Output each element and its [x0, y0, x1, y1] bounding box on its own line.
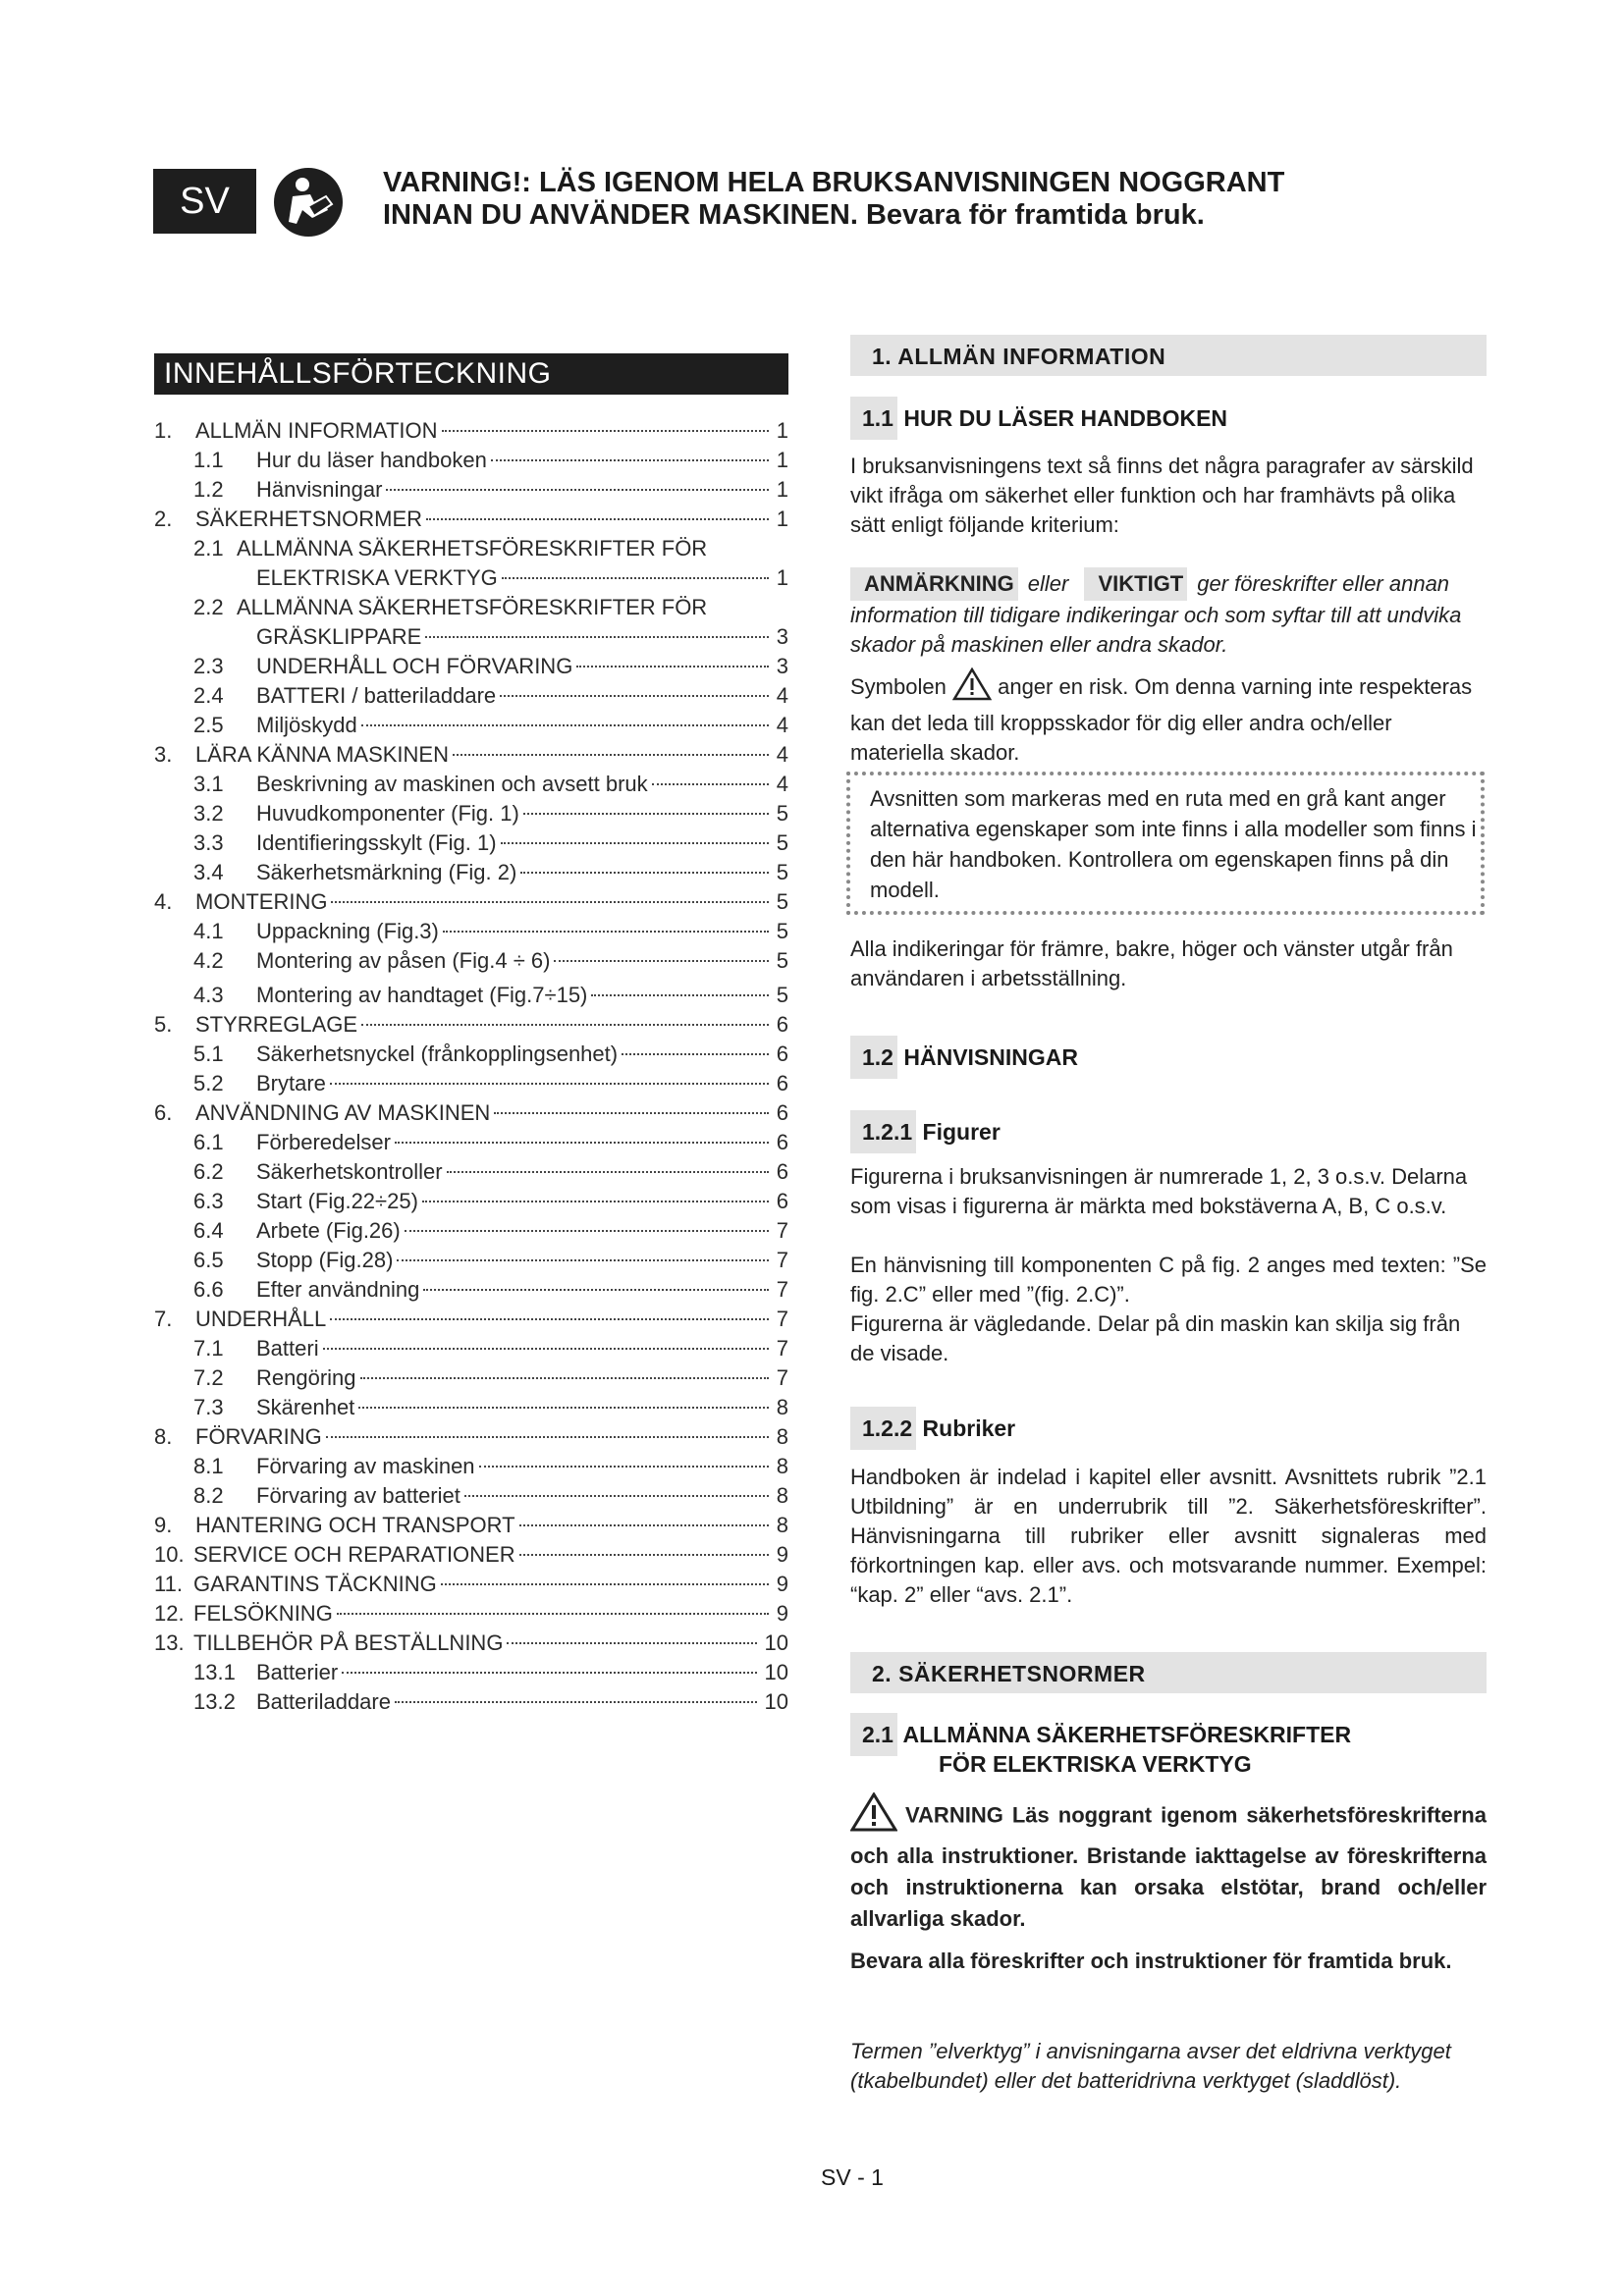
toc-leader-dots	[442, 430, 769, 432]
toc-leader-dots	[622, 1053, 769, 1055]
section-1-2-heading	[850, 1036, 1078, 1079]
toc-entry-page: 1	[776, 507, 788, 531]
toc-entry	[154, 1452, 788, 1481]
symbol-pre: Symbolen	[850, 673, 947, 699]
toc-list	[154, 416, 788, 1722]
toc-entry	[154, 740, 788, 770]
toc-entry-number: 13.2	[193, 1689, 236, 1714]
toc-entry-page: 6	[776, 1189, 788, 1213]
warning-title	[383, 167, 1365, 232]
toc-entry-number: 8.	[154, 1424, 173, 1449]
note-rest: ger föreskrifter eller annan information till tidigare indikeringar och som syftar till att undvika skador på maskinen eller andra skador.	[850, 571, 1462, 657]
toc-entry	[154, 1040, 788, 1069]
toc-entry-title: Arbete (Fig.26)	[256, 1218, 401, 1243]
toc-leader-dots	[591, 994, 769, 996]
toc-entry-page: 8	[776, 1483, 788, 1508]
toc-entry-page: 6	[776, 1041, 788, 1066]
section-2-bar: 2. SÄKERHETSNORMER	[850, 1652, 1487, 1693]
toc-leader-dots	[576, 666, 769, 667]
toc-entry	[154, 1599, 788, 1629]
toc-leader-dots	[479, 1466, 769, 1468]
toc-entry	[154, 1069, 788, 1098]
toc-entry-title: HANTERING OCH TRANSPORT	[195, 1513, 515, 1537]
toc-entry	[154, 1511, 788, 1540]
section-2-1-heading	[850, 1713, 1351, 1778]
toc-entry-title: Hänvisningar	[256, 477, 383, 502]
toc-entry	[154, 799, 788, 828]
toc-leader-dots	[405, 1230, 769, 1232]
toc-entry-number: 3.	[154, 742, 173, 767]
toc-entry-page: 6	[776, 1130, 788, 1154]
section-1-2-1-number: 1.2.1	[850, 1110, 916, 1153]
warning-triangle-icon	[952, 667, 992, 709]
toc-entry-page: 6	[776, 1012, 788, 1037]
toc-entry-page: 4	[776, 683, 788, 708]
section-1-2-title: HÄNVISNINGAR	[896, 1044, 1078, 1070]
toc-leader-dots	[519, 1524, 769, 1526]
toc-entry	[154, 1157, 788, 1187]
note-tag: ANMÄRKNING	[850, 567, 1018, 601]
toc-leader-dots	[502, 577, 769, 579]
toc-entry	[154, 887, 788, 917]
safety-warning-paragraph	[850, 1792, 1487, 1935]
section-1-bar: 1. ALLMÄN INFORMATION	[850, 335, 1487, 376]
toc-entry-number: 6.2	[193, 1159, 224, 1184]
toc-entry-number: 7.	[154, 1307, 173, 1331]
toc-entry-number: 6.5	[193, 1248, 224, 1272]
toc-entry-page: 5	[776, 919, 788, 943]
toc-entry-title: GARANTINS TÄCKNING	[193, 1572, 437, 1596]
important-tag: VIKTIGT	[1084, 567, 1187, 601]
toc-entry	[154, 1481, 788, 1511]
section-1-2-1-title: Figurer	[916, 1119, 1001, 1145]
toc-entry	[154, 917, 788, 946]
toc-entry-title: Batteriladdare	[256, 1689, 391, 1714]
toc-leader-dots	[500, 695, 769, 697]
toc-entry-title: FÖRVARING	[195, 1424, 322, 1449]
toc-entry-page: 5	[776, 889, 788, 914]
section-1-1-number: 1.1	[850, 397, 897, 440]
toc-entry	[154, 1010, 788, 1040]
toc-entry-title: LÄRA KÄNNA MASKINEN	[195, 742, 449, 767]
language-badge: SV	[153, 169, 256, 234]
toc-entry-title: Rengöring	[256, 1365, 356, 1390]
toc-leader-dots	[519, 1554, 769, 1556]
toc-entry	[154, 652, 788, 681]
toc-entry	[154, 1305, 788, 1334]
toc-entry-title: ALLMÄNNA SÄKERHETSFÖRESKRIFTER FÖR	[237, 536, 708, 561]
toc-entry-title: UNDERHÅLL	[195, 1307, 327, 1331]
toc-leader-dots	[361, 1024, 769, 1026]
toc-entry-number: 2.2	[193, 595, 224, 619]
toc-entry	[154, 563, 788, 593]
toc-entry	[154, 1246, 788, 1275]
toc-leader-dots	[494, 1112, 769, 1114]
toc-leader-dots	[323, 1348, 769, 1350]
section-1-2-2-title: Rubriker	[916, 1415, 1016, 1441]
toc-entry	[154, 711, 788, 740]
toc-entry-title: MONTERING	[195, 889, 328, 914]
toc-leader-dots	[507, 1642, 757, 1644]
toc-leader-dots	[337, 1613, 769, 1615]
toc-entry-page: 1	[776, 448, 788, 472]
toc-entry	[154, 1363, 788, 1393]
toc-entry-number: 2.4	[193, 683, 224, 708]
toc-entry-page: 6	[776, 1071, 788, 1095]
section-1-2-number: 1.2	[850, 1036, 897, 1079]
toc-entry	[154, 534, 788, 563]
toc-leader-dots	[395, 1701, 757, 1703]
section-1-2-1-heading	[850, 1110, 1001, 1153]
toc-entry-number: 8.2	[193, 1483, 224, 1508]
toc-leader-dots	[397, 1259, 769, 1261]
symbol-post: anger en risk. Om denna varning inte respekteras kan det leda till kroppsskador för dig eller andra och/eller materiella skador.	[850, 673, 1473, 765]
toc-heading	[154, 353, 788, 395]
toc-entry-title: BATTERI / batteriladdare	[256, 683, 497, 708]
toc-entry-page: 7	[776, 1307, 788, 1331]
toc-entry	[154, 1393, 788, 1422]
toc-entry	[154, 416, 788, 446]
toc-entry	[154, 1540, 788, 1570]
section-1-1-title: HUR DU LÄSER HANDBOKEN	[896, 405, 1228, 431]
toc-entry-page: 9	[776, 1542, 788, 1567]
toc-entry-number: 7.1	[193, 1336, 224, 1361]
section-1-2-2-number: 1.2.2	[850, 1407, 916, 1450]
toc-entry-title: GRÄSKLIPPARE	[256, 624, 422, 649]
toc-entry-title: Förvaring av batteriet	[256, 1483, 460, 1508]
toc-entry	[154, 446, 788, 475]
toc-entry-page: 10	[764, 1630, 788, 1655]
toc-entry-page: 4	[776, 713, 788, 737]
toc-entry-page: 4	[776, 742, 788, 767]
toc-entry-title: Brytare	[256, 1071, 326, 1095]
headings-paragraph: Handboken är indelad i kapitel eller avsnitt. Avsnittets rubrik ”2.1 Utbildning” är en underrubrik till ”2. Säkerhetsföreskrifter”. Hänvisningarna till rubriker eller avsnitt signaleras med förkortningen kap. eller avs. och motsvarande nummer. Exempel: “kap. 2” eller “avs. 2.1”.	[850, 1465, 1487, 1607]
section-1-1-heading	[850, 397, 1227, 440]
section-1-2-2-heading	[850, 1407, 1015, 1450]
tag-or: eller	[1027, 571, 1069, 596]
notice-box: Avsnitten som markeras med en ruta med en grå kant anger alternativa egenskaper som inte finns i alla modeller som finns i den här handboken. Kontrollera om egenskapen finns på din modell.	[846, 772, 1485, 915]
toc-entry-page: 10	[764, 1660, 788, 1684]
warning-line-2: INNAN DU ANVÄNDER MASKINEN. Bevara för framtida bruk.	[383, 199, 1205, 231]
toc-entry-page: 1	[776, 565, 788, 590]
toc-entry	[154, 1629, 788, 1658]
toc-entry-page: 9	[776, 1572, 788, 1596]
figures-paragraph-2: En hänvisning till komponenten C på fig. 2 anges med texten: ”Se fig. 2.C” eller med ”(fig. 2.C)”.	[850, 1253, 1487, 1307]
toc-entry-number: 10.	[154, 1542, 185, 1567]
toc-leader-dots	[523, 813, 769, 815]
toc-leader-dots	[326, 1436, 769, 1438]
toc-entry-number: 6.4	[193, 1218, 224, 1243]
toc-entry-title: Säkerhetsmärkning (Fig. 2)	[256, 860, 517, 884]
toc-entry	[154, 1570, 788, 1599]
toc-leader-dots	[554, 960, 769, 962]
toc-leader-dots	[425, 636, 769, 638]
toc-entry	[154, 1334, 788, 1363]
toc-entry-page: 7	[776, 1365, 788, 1390]
toc-entry-title: ALLMÄNNA SÄKERHETSFÖRESKRIFTER FÖR	[237, 595, 708, 619]
toc-entry-title: Uppackning (Fig.3)	[256, 919, 439, 943]
toc-entry-title: STYRREGLAGE	[195, 1012, 358, 1037]
keep-instructions-paragraph: Bevara alla föreskrifter och instruktioner för framtida bruk.	[850, 1949, 1452, 1973]
toc-entry-page: 5	[776, 983, 788, 1007]
toc-entry	[154, 1216, 788, 1246]
toc-entry-title: Efter användning	[256, 1277, 420, 1302]
toc-leader-dots	[361, 724, 769, 726]
figures-paragraph-1: Figurerna i bruksanvisningen är numrerade 1, 2, 3 o.s.v. Delarna som visas i figurerna är märkta med bokstäverna A, B, C o.s.v.	[850, 1164, 1468, 1218]
toc-entry	[154, 858, 788, 887]
toc-entry-number: 3.1	[193, 772, 224, 796]
toc-entry-page: 5	[776, 830, 788, 855]
toc-entry	[154, 1098, 788, 1128]
toc-entry-page: 1	[776, 477, 788, 502]
term-paragraph: Termen ”elverktyg” i anvisningarna avser det eldrivna verktyget (tkabelbundet) eller det batteridrivna verktyget (sladdlöst).	[850, 2039, 1451, 2093]
toc-entry-page: 8	[776, 1454, 788, 1478]
section-2-1-title-line-1: ALLMÄNNA SÄKERHETSFÖRESKRIFTER	[896, 1722, 1352, 1747]
toc-entry-page: 5	[776, 948, 788, 973]
toc-leader-dots	[453, 754, 769, 756]
toc-entry-title: Förvaring av maskinen	[256, 1454, 475, 1478]
toc-leader-dots	[330, 1318, 769, 1320]
toc-entry-number: 2.5	[193, 713, 224, 737]
toc-entry-title: SÄKERHETSNORMER	[195, 507, 423, 531]
toc-entry-title: ANVÄNDNING AV MASKINEN	[195, 1100, 491, 1125]
toc-leader-dots	[464, 1495, 769, 1497]
toc-entry-number: 12.	[154, 1601, 185, 1626]
toc-entry-page: 9	[776, 1601, 788, 1626]
toc-entry-number: 5.1	[193, 1041, 224, 1066]
read-manual-icon	[273, 167, 344, 238]
toc-entry-number: 3.2	[193, 801, 224, 826]
toc-entry-page: 7	[776, 1218, 788, 1243]
toc-entry-title: Förberedelser	[256, 1130, 391, 1154]
toc-leader-dots	[331, 901, 769, 903]
toc-entry-number: 7.2	[193, 1365, 224, 1390]
toc-entry-title: FELSÖKNING	[193, 1601, 333, 1626]
toc-entry	[154, 946, 788, 976]
toc-entry-number: 1.2	[193, 477, 224, 502]
toc-leader-dots	[491, 459, 769, 461]
toc-leader-dots	[358, 1407, 769, 1409]
toc-entry-number: 9.	[154, 1513, 173, 1537]
toc-entry-number: 2.1	[193, 536, 224, 561]
toc-entry	[154, 770, 788, 799]
symbol-paragraph	[850, 667, 1487, 768]
toc-entry-number: 2.3	[193, 654, 224, 678]
toc-entry	[154, 1658, 788, 1687]
toc-entry-number: 1.1	[193, 448, 224, 472]
toc-leader-dots	[426, 518, 769, 520]
toc-entry-number: 6.1	[193, 1130, 224, 1154]
toc-entry-number: 6.	[154, 1100, 173, 1125]
note-paragraph	[850, 567, 1487, 660]
toc-entry-title: Skärenhet	[256, 1395, 355, 1419]
toc-entry	[154, 505, 788, 534]
toc-entry-title: Start (Fig.22÷25)	[256, 1189, 418, 1213]
toc-leader-dots	[520, 872, 769, 874]
toc-entry	[154, 622, 788, 652]
safety-warning-text: VARNING Läs noggrant igenom säkerhetsföreskrifterna och alla instruktioner. Bristande iakttagelse av föreskrifterna och instruktionerna kan orsaka elstötar, brand och/eller allvarliga skador.	[850, 1802, 1487, 1931]
toc-entry-number: 6.3	[193, 1189, 224, 1213]
toc-entry	[154, 593, 788, 622]
toc-entry-number: 13.1	[193, 1660, 236, 1684]
toc-entry-number: 11.	[154, 1572, 183, 1596]
section-2-1-title-line-2: FÖR ELEKTRISKA VERKTYG	[939, 1751, 1252, 1777]
section-1-1-paragraph: I bruksanvisningens text så finns det några paragrafer av särskild vikt ifråga om säkerhet eller funktion och har framhävts på olika sätt enligt följande kriterium:	[850, 454, 1474, 537]
toc-entry-title: Identifieringsskylt (Fig. 1)	[256, 830, 497, 855]
toc-entry-title: Stopp (Fig.28)	[256, 1248, 394, 1272]
toc-leader-dots	[422, 1201, 769, 1202]
toc-entry-title: Huvudkomponenter (Fig. 1)	[256, 801, 519, 826]
toc-entry-title: SERVICE OCH REPARATIONER	[193, 1542, 515, 1567]
toc-entry-title: Hur du läser handboken	[256, 448, 487, 472]
toc-entry-title: Miljöskydd	[256, 713, 357, 737]
toc-leader-dots	[395, 1142, 769, 1144]
toc-entry	[154, 1422, 788, 1452]
toc-entry	[154, 1275, 788, 1305]
toc-entry-page: 6	[776, 1100, 788, 1125]
toc-entry-page: 1	[776, 418, 788, 443]
toc-entry-page: 3	[776, 624, 788, 649]
toc-entry-number: 3.4	[193, 860, 224, 884]
warning-triangle-icon	[850, 1792, 897, 1841]
toc-entry-page: 8	[776, 1513, 788, 1537]
toc-entry-number: 7.3	[193, 1395, 224, 1419]
toc-entry	[154, 1687, 788, 1717]
toc-entry-page: 8	[776, 1424, 788, 1449]
toc-entry-number: 2.	[154, 507, 173, 531]
toc-leader-dots	[652, 783, 769, 785]
toc-entry-title: UNDERHÅLL OCH FÖRVARING	[256, 654, 573, 678]
toc-leader-dots	[386, 489, 769, 491]
toc-entry-page: 7	[776, 1336, 788, 1361]
toc-entry-page: 5	[776, 801, 788, 826]
toc-entry-number: 6.6	[193, 1277, 224, 1302]
toc-entry-number: 5.	[154, 1012, 173, 1037]
toc-leader-dots	[447, 1171, 769, 1173]
toc-entry-page: 7	[776, 1277, 788, 1302]
toc-entry-number: 3.3	[193, 830, 224, 855]
toc-entry-number: 8.1	[193, 1454, 224, 1478]
toc-entry-number: 1.	[154, 418, 173, 443]
toc-entry-number: 4.3	[193, 983, 224, 1007]
toc-entry-page: 8	[776, 1395, 788, 1419]
figures-paragraph-3: Figurerna är vägledande. Delar på din maskin kan skilja sig från de visade.	[850, 1311, 1461, 1365]
toc-leader-dots	[443, 931, 769, 933]
toc-entry-title: ELEKTRISKA VERKTYG	[256, 565, 498, 590]
toc-entry-number: 13.	[154, 1630, 185, 1655]
toc-leader-dots	[501, 842, 769, 844]
toc-entry-page: 4	[776, 772, 788, 796]
toc-entry-page: 6	[776, 1159, 788, 1184]
toc-entry-number: 5.2	[193, 1071, 224, 1095]
toc-entry-number: 4.1	[193, 919, 224, 943]
toc-entry-page: 5	[776, 860, 788, 884]
direction-paragraph: Alla indikeringar för främre, bakre, höger och vänster utgår från användaren i arbetsställning.	[850, 936, 1453, 990]
toc-leader-dots	[330, 1083, 769, 1085]
toc-entry-page: 7	[776, 1248, 788, 1272]
toc-leader-dots	[441, 1583, 769, 1585]
toc-entry-number: 4.2	[193, 948, 224, 973]
toc-entry-page: 3	[776, 654, 788, 678]
toc-entry-title: Säkerhetsnyckel (frånkopplingsenhet)	[256, 1041, 619, 1066]
toc-entry-title: ALLMÄN INFORMATION	[195, 418, 438, 443]
toc-entry-title: Montering av påsen (Fig.4 ÷ 6)	[256, 948, 551, 973]
toc-entry	[154, 1187, 788, 1216]
toc-entry	[154, 475, 788, 505]
section-2-1-number: 2.1	[850, 1713, 897, 1756]
toc-entry	[154, 981, 788, 1010]
toc-entry-page: 10	[764, 1689, 788, 1714]
toc-entry-number: 4.	[154, 889, 173, 914]
toc-entry-title: Beskrivning av maskinen och avsett bruk	[256, 772, 648, 796]
toc-leader-dots	[360, 1377, 769, 1379]
toc-entry-title: Batterier	[256, 1660, 339, 1684]
toc-entry-title: Batteri	[256, 1336, 319, 1361]
toc-entry-title: Säkerhetskontroller	[256, 1159, 443, 1184]
toc-entry	[154, 1128, 788, 1157]
toc-leader-dots	[423, 1289, 769, 1291]
toc-entry-title: Montering av handtaget (Fig.7÷15)	[256, 983, 588, 1007]
toc-entry	[154, 828, 788, 858]
toc-entry	[154, 681, 788, 711]
page-number: SV - 1	[821, 2164, 884, 2190]
toc-entry-title: TILLBEHÖR PÅ BESTÄLLNING	[193, 1630, 504, 1655]
toc-heading-text: INNEHÅLLSFÖRTECKNING	[164, 357, 552, 390]
warning-line-1: VARNING!: LÄS IGENOM HELA BRUKSANVISNINGEN NOGGRANT	[383, 167, 1285, 198]
toc-leader-dots	[342, 1672, 757, 1674]
